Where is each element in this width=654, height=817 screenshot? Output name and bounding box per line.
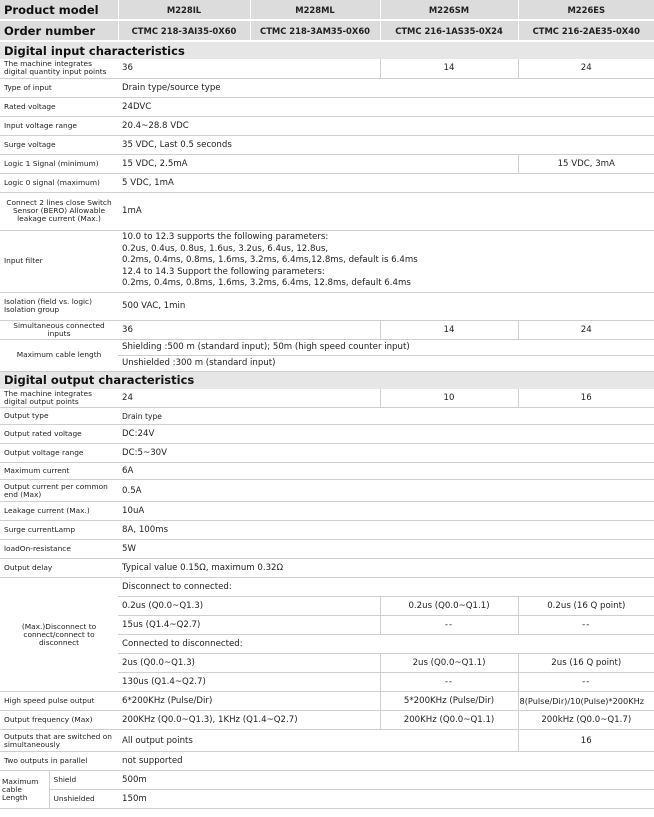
cell-value: 24 (518, 59, 654, 78)
cell-value: -- (380, 616, 518, 635)
cell-value: DC:5~30V (118, 444, 654, 463)
table-row (0, 540, 654, 559)
cell-value: Disconnect to connected: (118, 578, 654, 597)
row-label: Output delay (0, 559, 118, 578)
cell-value: -- (518, 616, 654, 635)
cell-value: 24 (518, 320, 654, 339)
model-m226es: M226ES (518, 0, 654, 20)
header-row-order-number (0, 20, 654, 41)
cell-value: 1mA (118, 192, 654, 230)
order-number-4: CTMC 216-2AE35-0X40 (518, 20, 654, 41)
cell-value: 5W (118, 540, 654, 559)
cell-value: 15us (Q1.4~Q2.7) (118, 616, 380, 635)
product-model-label: Product model (0, 0, 118, 20)
row-label: Isolation (field vs. logic) Isolation group (0, 292, 118, 320)
cell-value: 2us (Q0.0~Q1.3) (118, 654, 380, 673)
table-row (0, 790, 654, 809)
cell-value: not supported (118, 752, 654, 771)
row-label: loadOn-resistance (0, 540, 118, 559)
cell-value: DC:24V (118, 425, 654, 444)
table-row (0, 116, 654, 135)
table-row (0, 463, 654, 480)
row-label: Connect 2 lines close Switch Sensor (BERO) Allowable leakage current (Max.) (0, 192, 118, 230)
input-filter-values (118, 230, 654, 292)
cell-value: 16 (518, 730, 654, 752)
cell-value: Shielding :500 m (standard input); 50m (high speed counter input) (118, 339, 654, 355)
table-row (0, 135, 654, 154)
cell-value: Connected to disconnected: (118, 635, 654, 654)
cell-value: 10uA (118, 502, 654, 521)
table-row (0, 59, 654, 78)
cell-value: 15 VDC, 3mA (518, 154, 654, 173)
row-label: The machine integrates digital output points (0, 389, 118, 408)
row-label: Two outputs in parallel (0, 752, 118, 771)
table-row (0, 230, 654, 292)
order-number-label: Order number (0, 20, 118, 41)
row-label: Outputs that are switched on simultaneously (0, 730, 118, 752)
table-row (0, 521, 654, 540)
cell-value: 200kHz (Q0.0~Q1.7) (518, 711, 654, 730)
row-label: Output rated voltage (0, 425, 118, 444)
table-row (0, 154, 654, 173)
cell-value: 8A, 100ms (118, 521, 654, 540)
cell-value: 200KHz (Q0.0~Q1.1) (380, 711, 518, 730)
filter-line: 0.2us, 0.4us, 0.8us, 1.6us, 3.2us, 6.4us, 12.8us, (122, 243, 329, 254)
filter-line: 10.0 to 12.3 supports the following parameters: (122, 232, 329, 243)
order-number-1: CTMC 218-3AI35-0X60 (118, 20, 250, 41)
cell-value: 14 (380, 320, 518, 339)
row-label: Output frequency (Max) (0, 711, 118, 730)
table-row (0, 559, 654, 578)
table-row (0, 408, 654, 425)
row-label: Simultaneous connected inputs (0, 320, 118, 339)
table-row (0, 173, 654, 192)
cell-value: Drain type (118, 408, 654, 425)
table-row (0, 97, 654, 116)
cell-value: 0.5A (118, 480, 654, 502)
row-label: Type of input (0, 78, 118, 97)
table-row (0, 389, 654, 408)
row-label: Logic 0 signal (maximum) (0, 173, 118, 192)
cell-value: 10 (380, 389, 518, 408)
table-row (0, 78, 654, 97)
row-label: Input filter (0, 230, 118, 292)
row-label: Surge currentLamp (0, 521, 118, 540)
cell-value: 500 VAC, 1min (118, 292, 654, 320)
table-row (0, 692, 654, 711)
row-label: Rated voltage (0, 97, 118, 116)
table-row (0, 578, 654, 597)
cell-value: 36 (118, 59, 380, 78)
cell-value: 16 (518, 389, 654, 408)
row-label: (Max.)Disconnect to connect/connect to disconnect (0, 578, 118, 692)
cell-value: 24 (118, 389, 380, 408)
cell-value: 8(Pulse/Dir)/10(Pulse)*200KHz (518, 692, 654, 711)
row-label: Maximum cable length (0, 339, 118, 371)
table-row (0, 292, 654, 320)
table-row (0, 425, 654, 444)
row-label: Maximum current (0, 463, 118, 480)
cell-value: 2us (Q0.0~Q1.1) (380, 654, 518, 673)
filter-line: 0.2ms, 0.4ms, 0.8ms, 1.6ms, 3.2ms, 6.4ms, 12.8ms, default 6.4ms (122, 278, 411, 289)
sub-label-shield: Shield (49, 771, 118, 790)
cell-value: 5*200KHz (Pulse/Dir) (380, 692, 518, 711)
sub-label-unshielded: Unshielded (49, 790, 118, 809)
row-label: Input voltage range (0, 116, 118, 135)
section-digital-output (0, 371, 654, 389)
cell-value: 15 VDC, 2.5mA (118, 154, 518, 173)
table-row (0, 320, 654, 339)
row-label: The machine integrates digital quantity input points (0, 59, 118, 78)
cell-value: 0.2us (Q0.0~Q1.1) (380, 597, 518, 616)
row-label: Output voltage range (0, 444, 118, 463)
filter-line: 0.2ms, 0.4ms, 0.8ms, 1.6ms, 3.2ms, 6.4ms,12.8ms, default is 6.4ms (122, 255, 418, 266)
header-row-product-model (0, 0, 654, 20)
row-label: High speed pulse output (0, 692, 118, 711)
row-label: Surge voltage (0, 135, 118, 154)
order-number-3: CTMC 216-1AS35-0X24 (380, 20, 518, 41)
section-digital-input (0, 41, 654, 59)
cell-value: 36 (118, 320, 380, 339)
cell-value: 0.2us (Q0.0~Q1.3) (118, 597, 380, 616)
cell-value: Typical value 0.15Ω, maximum 0.32Ω (118, 559, 654, 578)
table-row (0, 752, 654, 771)
cell-value: 6*200KHz (Pulse/Dir) (118, 692, 380, 711)
table-row (0, 192, 654, 230)
cell-value: All output points (118, 730, 518, 752)
cell-value: 6A (118, 463, 654, 480)
row-label: Logic 1 Signal (minimum) (0, 154, 118, 173)
cell-value: Unshielded :300 m (standard input) (118, 355, 654, 371)
cell-value: 35 VDC, Last 0.5 seconds (118, 135, 654, 154)
section-title: Digital output characteristics (0, 371, 654, 389)
table-row (0, 480, 654, 502)
cell-value: 130us (Q1.4~Q2.7) (118, 673, 380, 692)
cell-value: -- (518, 673, 654, 692)
section-title: Digital input characteristics (0, 41, 654, 59)
model-m226sm: M226SM (380, 0, 518, 20)
cell-value: 0.2us (16 Q point) (518, 597, 654, 616)
row-label: Output current per common end (Max) (0, 480, 118, 502)
cell-value: 500m (118, 771, 654, 790)
cell-value: 200KHz (Q0.0~Q1.3), 1KHz (Q1.4~Q2.7) (118, 711, 380, 730)
cell-value: 20.4~28.8 VDC (118, 116, 654, 135)
filter-line: 12.4 to 14.3 Support the following parameters: (122, 266, 325, 277)
cell-value: 5 VDC, 1mA (118, 173, 654, 192)
row-label: Maximum cable Length (0, 771, 49, 809)
row-label: Leakage current (Max.) (0, 502, 118, 521)
table-row (0, 444, 654, 463)
cell-value: Drain type/source type (118, 78, 654, 97)
cell-value: 14 (380, 59, 518, 78)
cell-value: 2us (16 Q point) (518, 654, 654, 673)
cell-value: -- (380, 673, 518, 692)
table-row (0, 711, 654, 730)
table-row (0, 730, 654, 752)
table-row (0, 339, 654, 355)
row-label: Output type (0, 408, 118, 425)
cell-value: 150m (118, 790, 654, 809)
table-row (0, 771, 654, 790)
cell-value: 24DVC (118, 97, 654, 116)
order-number-2: CTMC 218-3AM35-0X60 (250, 20, 380, 41)
table-row (0, 502, 654, 521)
model-m228ml: M228ML (250, 0, 380, 20)
model-m228il: M228IL (118, 0, 250, 20)
